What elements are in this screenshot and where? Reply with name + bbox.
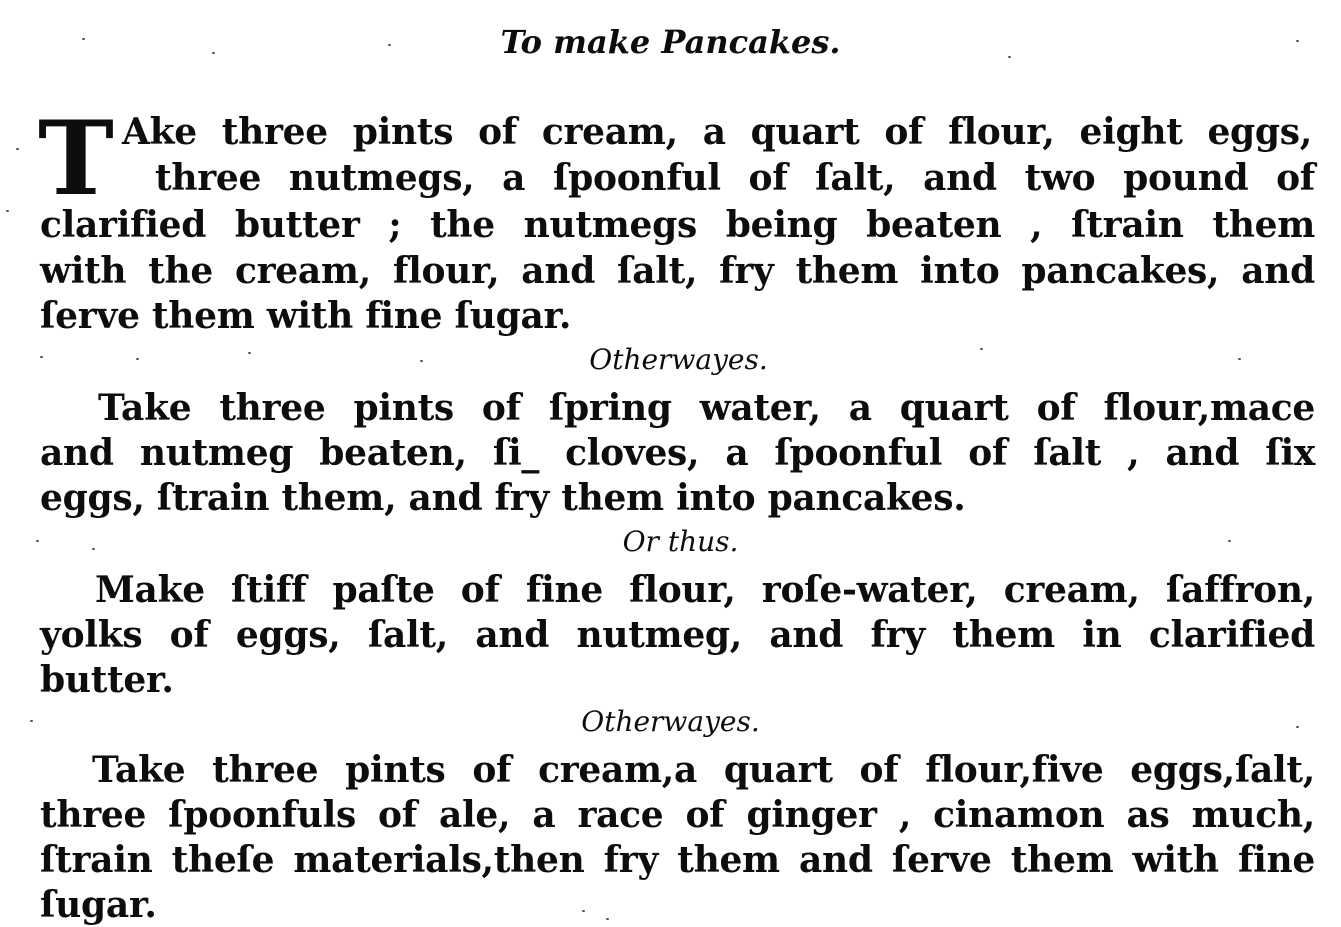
recipe-4-line-4: ſugar. — [40, 884, 157, 926]
recipe-1-line-4: with the cream, flour, and ſalt, fry them into pancakes, and — [40, 250, 1315, 292]
scan-speck — [82, 38, 85, 40]
recipe-2-heading: Otherwayes. — [589, 343, 768, 376]
recipe-4-heading: Otherwayes. — [581, 705, 760, 738]
recipe-2-line-1: Take three pints of ſpring water, a quart of flour,mace — [98, 387, 1315, 429]
recipe-2-line-3: eggs, ſtrain them, and fry them into pancakes. — [40, 477, 966, 519]
recipe-1-line-1: Ake three pints of cream, a quart of flour, eight eggs, — [122, 111, 1312, 153]
recipe-1-line-5: ſerve them with fine ſugar. — [40, 295, 572, 337]
scan-speck — [248, 352, 251, 354]
recipe-3-line-2: yolks of eggs, ſalt, and nutmeg, and fry them in clarified — [40, 614, 1315, 656]
recipe-4-line-1: Take three pints of cream,a quart of flour,five eggs,ſalt, — [92, 749, 1315, 791]
scan-speck — [92, 548, 95, 550]
recipe-3-heading: Or thus. — [622, 525, 739, 558]
scan-speck — [1228, 540, 1231, 542]
scan-speck — [606, 918, 609, 920]
scan-speck — [388, 44, 391, 46]
page-title: To make Pancakes. — [500, 23, 841, 61]
scan-speck — [420, 360, 423, 362]
scan-speck — [30, 720, 33, 722]
scan-speck — [1238, 358, 1241, 360]
recipe-1-line-2: three nutmegs, a ſpoonful of ſalt, and two pound of — [155, 157, 1315, 199]
recipe-4-line-2: three ſpoonfuls of ale, a race of ginger , cinamon as much, — [40, 794, 1315, 836]
scan-speck — [212, 52, 215, 54]
scan-speck — [582, 910, 585, 912]
scan-speck — [980, 348, 983, 350]
scan-speck — [36, 540, 39, 542]
recipe-3-line-3: butter. — [40, 659, 174, 701]
scan-speck — [40, 356, 43, 358]
recipe-2-line-2: and nutmeg beaten, ſi_ cloves, a ſpoonful of ſalt , and ſix — [40, 432, 1315, 474]
scan-speck — [136, 358, 139, 360]
scan-speck — [1296, 40, 1299, 42]
recipe-4-line-3: ſtrain theſe materials,then fry them and ſerve them with fine — [40, 839, 1315, 881]
drop-cap: T — [38, 99, 114, 219]
scan-speck — [1296, 726, 1299, 728]
recipe-1-line-3: clarified butter ; the nutmegs being beaten , ſtrain them — [40, 204, 1315, 246]
scan-speck — [1008, 56, 1011, 58]
scan-speck — [16, 148, 19, 150]
recipe-3-line-1: Make ſtiff paſte of fine flour, roſe-water, cream, ſaffron, — [95, 569, 1315, 611]
scan-speck — [6, 210, 9, 212]
